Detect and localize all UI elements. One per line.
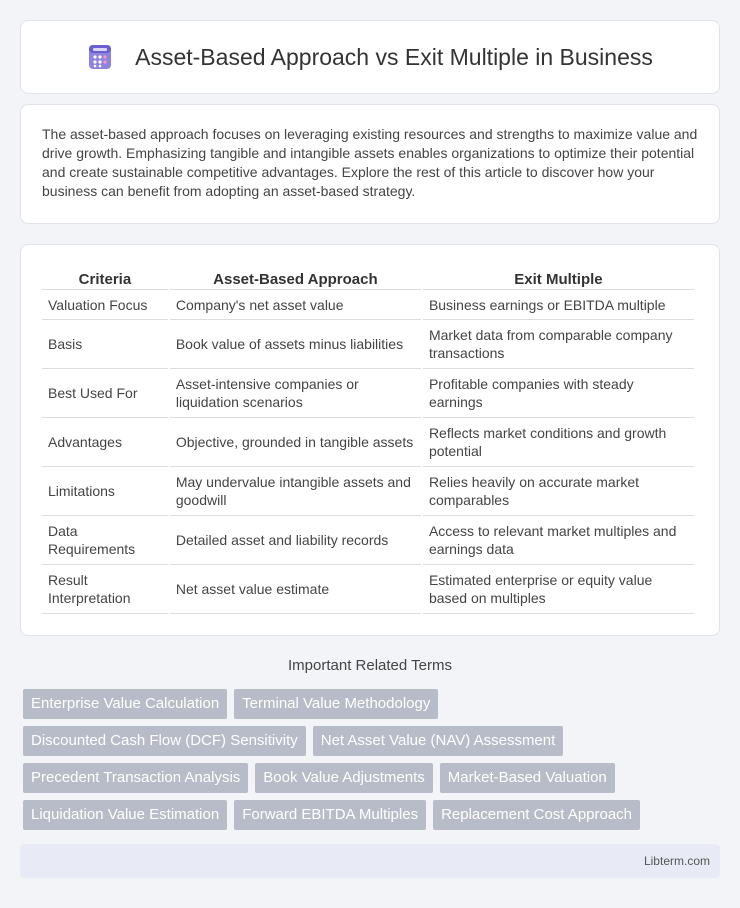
table-header-row xyxy=(42,265,694,290)
table-cell: Business earnings or EBITDA multiple xyxy=(423,290,694,320)
term-row xyxy=(23,726,703,756)
page-title: Asset-Based Approach vs Exit Multiple in Business xyxy=(135,43,653,70)
related-terms-title: Important Related Terms xyxy=(288,657,452,674)
term-tag[interactable]: Precedent Transaction Analysis xyxy=(23,763,248,793)
term-tag[interactable]: Liquidation Value Estimation xyxy=(23,800,227,830)
table-cell: Market data from comparable company transactions xyxy=(423,320,694,369)
table-row xyxy=(42,565,694,614)
table-cell: Relies heavily on accurate market comparables xyxy=(423,467,694,516)
term-tag[interactable]: Replacement Cost Approach xyxy=(433,800,640,830)
comparison-card xyxy=(20,244,720,636)
intro-card xyxy=(20,104,720,224)
footer-link[interactable]: Libterm.com xyxy=(643,854,710,868)
term-row xyxy=(23,800,703,830)
header-asset-based: Asset-Based Approach xyxy=(170,265,421,290)
table-cell: Basis xyxy=(42,320,168,369)
term-tag[interactable]: Book Value Adjustments xyxy=(255,763,432,793)
header-card xyxy=(20,20,720,94)
table-cell: Objective, grounded in tangible assets xyxy=(170,418,421,467)
table-cell: Result Interpretation xyxy=(42,565,168,614)
table-cell: Access to relevant market multiples and earnings data xyxy=(423,516,694,565)
related-terms-list xyxy=(23,689,703,837)
table-cell: Company's net asset value xyxy=(170,290,421,320)
term-tag[interactable]: Net Asset Value (NAV) Assessment xyxy=(313,726,564,756)
table-cell: Valuation Focus xyxy=(42,290,168,320)
table-row xyxy=(42,320,694,369)
term-row xyxy=(23,763,703,793)
table-cell: Advantages xyxy=(42,418,168,467)
table-cell: Limitations xyxy=(42,467,168,516)
calculator-icon xyxy=(87,44,113,70)
table-cell: Data Requirements xyxy=(42,516,168,565)
table-cell: Best Used For xyxy=(42,369,168,418)
table-row xyxy=(42,516,694,565)
term-tag[interactable]: Terminal Value Methodology xyxy=(234,689,438,719)
table-row xyxy=(42,418,694,467)
comparison-table xyxy=(40,265,696,614)
table-cell: Reflects market conditions and growth potential xyxy=(423,418,694,467)
header-exit-multiple: Exit Multiple xyxy=(423,265,694,290)
table-cell: Book value of assets minus liabilities xyxy=(170,320,421,369)
term-row xyxy=(23,689,703,719)
footer xyxy=(20,844,720,878)
table-cell: May undervalue intangible assets and goodwill xyxy=(170,467,421,516)
table-row xyxy=(42,290,694,320)
table-row xyxy=(42,369,694,418)
term-tag[interactable]: Discounted Cash Flow (DCF) Sensitivity xyxy=(23,726,306,756)
table-cell: Net asset value estimate xyxy=(170,565,421,614)
term-tag[interactable]: Forward EBITDA Multiples xyxy=(234,800,426,830)
table-cell: Asset-intensive companies or liquidation scenarios xyxy=(170,369,421,418)
table-row xyxy=(42,467,694,516)
table-cell: Detailed asset and liability records xyxy=(170,516,421,565)
header-criteria: Criteria xyxy=(42,265,168,290)
term-tag[interactable]: Enterprise Value Calculation xyxy=(23,689,227,719)
term-tag[interactable]: Market-Based Valuation xyxy=(440,763,615,793)
table-cell: Profitable companies with steady earnings xyxy=(423,369,694,418)
table-cell: Estimated enterprise or equity value based on multiples xyxy=(423,565,694,614)
intro-text: The asset-based approach focuses on leveraging existing resources and strengths to maximize value and drive growth. Emphasizing tangible and intangible assets enables organizations to optimize their potential and create sustainable competitive advantages. Explore the rest of this article to discover how your business can benefit from adopting an asset-based strategy. xyxy=(42,126,698,199)
